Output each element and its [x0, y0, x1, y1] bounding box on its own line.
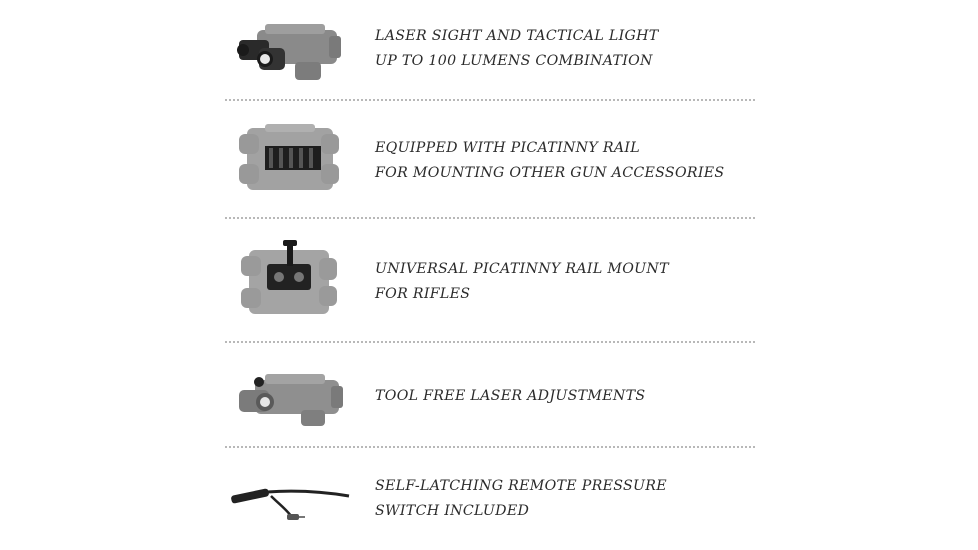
feature-row-rail-mount: [225, 240, 755, 320]
feature-line: TOOL FREE LASER ADJUSTMENTS: [375, 388, 646, 404]
feature-line: FOR RIFLES: [375, 286, 471, 302]
laser-light-unit-icon: [225, 18, 355, 88]
feature-line: SELF-LATCHING REMOTE PRESSURE: [375, 478, 667, 494]
dotted-divider: [225, 341, 755, 343]
feature-description: [375, 136, 735, 186]
feature-line: UP TO 100 LUMENS COMBINATION: [375, 53, 653, 69]
laser-adjustment-icon: [225, 366, 355, 432]
dotted-divider: [225, 99, 755, 101]
feature-description: [375, 474, 735, 524]
feature-line: LASER SIGHT AND TACTICAL LIGHT: [375, 28, 659, 44]
dotted-divider: [225, 446, 755, 448]
feature-row-tool-free-adjustments: [225, 366, 755, 432]
remote-pressure-switch-icon: [225, 470, 355, 530]
feature-row-laser-light: [225, 18, 755, 88]
feature-line: SWITCH INCLUDED: [375, 503, 530, 519]
feature-line: EQUIPPED WITH PICATINNY RAIL: [375, 140, 641, 156]
dotted-divider: [225, 217, 755, 219]
feature-row-picatinny-rail: [225, 120, 755, 198]
feature-line: UNIVERSAL PICATINNY RAIL MOUNT: [375, 261, 669, 277]
rail-mount-bottom-view-icon: [225, 240, 355, 320]
feature-description: [375, 257, 735, 307]
feature-description: [375, 384, 735, 409]
feature-row-remote-switch: [225, 470, 755, 530]
picatinny-rail-top-view-icon: [225, 120, 355, 198]
feature-description: [375, 24, 735, 74]
feature-line: FOR MOUNTING OTHER GUN ACCESSORIES: [375, 165, 725, 181]
